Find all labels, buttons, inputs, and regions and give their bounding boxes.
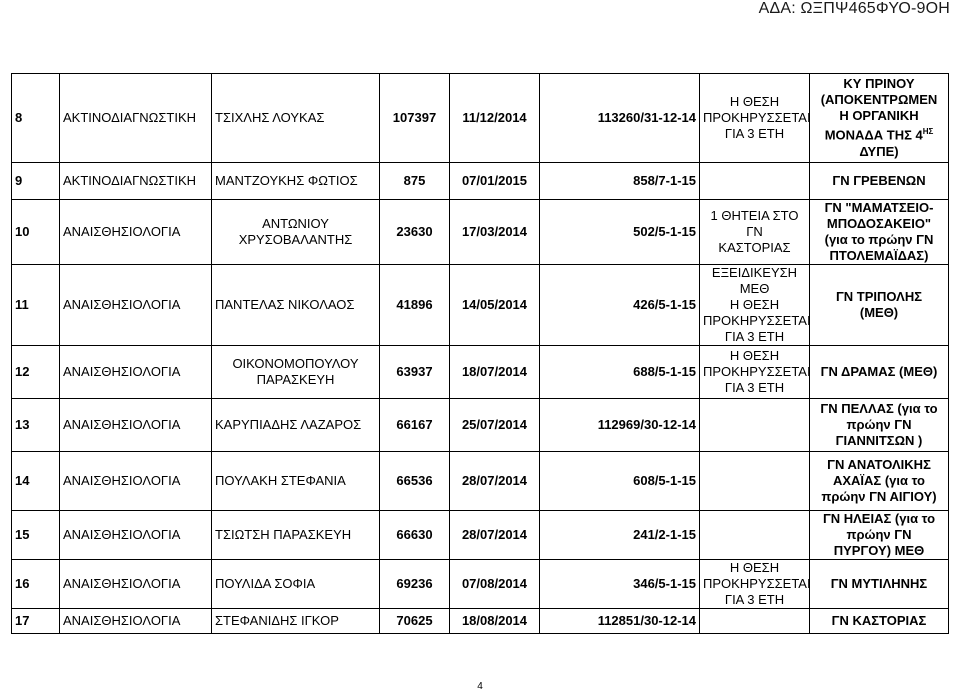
position-note bbox=[700, 609, 810, 634]
position-line: ΠΡΟΚΗΡΥΣΣΕΤΑΙ bbox=[703, 313, 811, 328]
hospital-line: (ΜΕΘ) bbox=[859, 305, 899, 320]
page-number: 4 bbox=[477, 681, 483, 692]
application-date: 18/08/2014 bbox=[450, 609, 540, 634]
doctor-name: ΜΑΝΤΖΟΥΚΗΣ ΦΩΤΙΟΣ bbox=[212, 163, 380, 200]
table-row-14 bbox=[12, 452, 949, 511]
protocol-number: 858/7-1-15 bbox=[540, 163, 700, 200]
protocol-number: 113260/31-12-14 bbox=[540, 74, 700, 163]
hospital-line: ΓΝ ΑΝΑΤΟΛΙΚΗΣ bbox=[827, 457, 931, 472]
protocol-number: 688/5-1-15 bbox=[540, 346, 700, 399]
hospital-line: ΚΥ ΠΡΙΝΟΥ bbox=[843, 76, 915, 92]
protocol-number: 346/5-1-15 bbox=[540, 560, 700, 609]
position-line: ΓΙΑ 3 ΕΤΗ bbox=[724, 380, 785, 395]
hospital bbox=[810, 560, 949, 609]
hospital-line: ΜΠΟΔΟΣΑΚΕΙΟ" bbox=[826, 216, 932, 231]
registry-code: 66167 bbox=[380, 399, 450, 452]
registry-code: 66536 bbox=[380, 452, 450, 511]
hospital-line: πρώην ΓΝ ΑΙΓΙΟΥ) bbox=[821, 489, 937, 504]
doctor-name: ΠΟΥΛΙΔΑ ΣΟΦΙΑ bbox=[212, 560, 380, 609]
hospital bbox=[810, 265, 949, 346]
doctor-name: ΟΙΚΟΝΟΜΟΠΟΥΛΟΥ ΠΑΡΑΣΚΕΥΗ bbox=[212, 346, 380, 399]
row-number: 13 bbox=[12, 399, 60, 452]
row-number: 9 bbox=[12, 163, 60, 200]
table-row-10 bbox=[12, 200, 949, 265]
hospital bbox=[810, 399, 949, 452]
hospital-line: ΑΧΑΪΑΣ (για το bbox=[832, 473, 925, 488]
protocol-number: 241/2-1-15 bbox=[540, 511, 700, 560]
protocol-number: 426/5-1-15 bbox=[540, 265, 700, 346]
hospital-line: Η ΟΡΓΑΝΙΚΗ bbox=[839, 108, 919, 124]
hospital bbox=[810, 609, 949, 634]
hospital-line: ΓΙΑΝΝΙΤΣΩΝ ) bbox=[835, 433, 923, 448]
specialty: ΑΝΑΙΣΘΗΣΙΟΛΟΓΙΑ bbox=[60, 452, 212, 511]
position-line: Η ΘΕΣΗ bbox=[729, 560, 780, 575]
registry-code: 69236 bbox=[380, 560, 450, 609]
row-number: 10 bbox=[12, 200, 60, 265]
doctor-name: ΠΟΥΛΑΚΗ ΣΤΕΦΑΝΙΑ bbox=[212, 452, 380, 511]
hospital bbox=[810, 163, 949, 200]
application-date: 07/01/2015 bbox=[450, 163, 540, 200]
hospital-line: ΓΝ "ΜΑΜΑΤΣΕΙΟ- bbox=[824, 200, 934, 215]
hospital-line: πρώην ΓΝ bbox=[846, 527, 912, 542]
specialty: ΑΝΑΙΣΘΗΣΙΟΛΟΓΙΑ bbox=[60, 346, 212, 399]
table-row-17 bbox=[12, 609, 949, 634]
application-date: 25/07/2014 bbox=[450, 399, 540, 452]
position-note bbox=[700, 265, 810, 346]
specialty: ΑΝΑΙΣΘΗΣΙΟΛΟΓΙΑ bbox=[60, 560, 212, 609]
ada-code: ΑΔΑ: ΩΞΠΨ465ΦΥΟ-9ΟΗ bbox=[758, 0, 950, 17]
position-note bbox=[700, 511, 810, 560]
protocol-number: 112969/30-12-14 bbox=[540, 399, 700, 452]
specialty: ΑΝΑΙΣΘΗΣΙΟΛΟΓΙΑ bbox=[60, 265, 212, 346]
position-line: ΚΑΣΤΟΡΙΑΣ bbox=[718, 240, 791, 255]
hospital-line: ΓΝ ΤΡΙΠΟΛΗΣ bbox=[835, 289, 923, 304]
protocol-number: 112851/30-12-14 bbox=[540, 609, 700, 634]
registry-code: 66630 bbox=[380, 511, 450, 560]
application-date: 07/08/2014 bbox=[450, 560, 540, 609]
hospital-line: (για το πρώην ΓΝ bbox=[824, 232, 934, 247]
position-note bbox=[700, 452, 810, 511]
position-note bbox=[700, 346, 810, 399]
table-row-11 bbox=[12, 265, 949, 346]
position-line: Η ΘΕΣΗ bbox=[729, 94, 780, 109]
table-row-13 bbox=[12, 399, 949, 452]
hospital-line: ΓΝ ΔΡΑΜΑΣ (ΜΕΘ) bbox=[820, 364, 938, 379]
application-date: 14/05/2014 bbox=[450, 265, 540, 346]
specialty: ΑΚΤΙΝΟΔΙΑΓΝΩΣΤΙΚΗ bbox=[60, 163, 212, 200]
row-number: 8 bbox=[12, 74, 60, 163]
hospital-line: ΠΥΡΓΟΥ) ΜΕΘ bbox=[833, 543, 925, 558]
doctor-name: ΤΣΙΧΛΗΣ ΛΟΥΚΑΣ bbox=[212, 74, 380, 163]
position-line: ΕΞΕΙΔΙΚΕΥΣΗ ΜΕΘ bbox=[711, 265, 798, 296]
application-date: 17/03/2014 bbox=[450, 200, 540, 265]
doctor-name: ΑΝΤΩΝΙΟΥ ΧΡΥΣΟΒΑΛΑΝΤΗΣ bbox=[212, 200, 380, 265]
doctor-name: ΤΣΙΩΤΣΗ ΠΑΡΑΣΚΕΥΗ bbox=[212, 511, 380, 560]
hospital-line: ΓΝ ΠΕΛΛΑΣ (για το bbox=[820, 401, 938, 416]
hospital-line: ΓΝ ΜΥΤΙΛΗΝΗΣ bbox=[830, 576, 928, 591]
superscript: ΗΣ bbox=[922, 127, 934, 137]
position-line: ΠΡΟΚΗΡΥΣΣΕΤΑΙ bbox=[703, 110, 811, 125]
table-row-12 bbox=[12, 346, 949, 399]
hospital bbox=[810, 452, 949, 511]
hospital-line: πρώην ΓΝ bbox=[846, 417, 912, 432]
row-number: 11 bbox=[12, 265, 60, 346]
row-number: 12 bbox=[12, 346, 60, 399]
hospital-line: (ΑΠΟΚΕΝΤΡΩΜΕΝ bbox=[820, 92, 938, 108]
protocol-number: 608/5-1-15 bbox=[540, 452, 700, 511]
position-line: ΠΡΟΚΗΡΥΣΣΕΤΑΙ bbox=[703, 576, 811, 591]
application-date: 28/07/2014 bbox=[450, 511, 540, 560]
position-line: Η ΘΕΣΗ bbox=[729, 348, 780, 363]
doctor-name: ΚΑΡΥΠΙΑΔΗΣ ΛΑΖΑΡΟΣ bbox=[212, 399, 380, 452]
application-date: 11/12/2014 bbox=[450, 74, 540, 163]
position-note bbox=[700, 163, 810, 200]
registry-code: 107397 bbox=[380, 74, 450, 163]
hospital-line: ΔΥΠΕ) bbox=[859, 143, 899, 159]
protocol-number: 502/5-1-15 bbox=[540, 200, 700, 265]
table-row-9 bbox=[12, 163, 949, 200]
position-note bbox=[700, 74, 810, 163]
hospital bbox=[810, 200, 949, 265]
position-note bbox=[700, 399, 810, 452]
table-row-8 bbox=[12, 74, 949, 163]
specialty: ΑΝΑΙΣΘΗΣΙΟΛΟΓΙΑ bbox=[60, 511, 212, 560]
row-number: 15 bbox=[12, 511, 60, 560]
hospital-line: ΓΝ ΓΡΕΒΕΝΩΝ bbox=[832, 173, 926, 188]
position-note bbox=[700, 200, 810, 265]
specialty: ΑΝΑΙΣΘΗΣΙΟΛΟΓΙΑ bbox=[60, 399, 212, 452]
registry-code: 23630 bbox=[380, 200, 450, 265]
row-number: 16 bbox=[12, 560, 60, 609]
application-date: 18/07/2014 bbox=[450, 346, 540, 399]
specialty: ΑΝΑΙΣΘΗΣΙΟΛΟΓΙΑ bbox=[60, 609, 212, 634]
table-row-16 bbox=[12, 560, 949, 609]
position-line: 1 ΘΗΤΕΙΑ ΣΤΟ ΓΝ bbox=[710, 208, 799, 239]
registry-code: 875 bbox=[380, 163, 450, 200]
candidates-table bbox=[11, 73, 949, 634]
specialty: ΑΚΤΙΝΟΔΙΑΓΝΩΣΤΙΚΗ bbox=[60, 74, 212, 163]
position-line: ΓΙΑ 3 ΕΤΗ bbox=[724, 126, 785, 141]
hospital-line-text: ΜΟΝΑΔΑ ΤΗΣ 4 bbox=[824, 127, 923, 143]
hospital bbox=[810, 74, 949, 163]
hospital bbox=[810, 346, 949, 399]
table-row-15 bbox=[12, 511, 949, 560]
position-line: Η ΘΕΣΗ bbox=[729, 297, 780, 312]
registry-code: 70625 bbox=[380, 609, 450, 634]
doctor-name: ΣΤΕΦΑΝΙΔΗΣ ΙΓΚΟΡ bbox=[212, 609, 380, 634]
application-date: 28/07/2014 bbox=[450, 452, 540, 511]
registry-code: 63937 bbox=[380, 346, 450, 399]
doctor-name: ΠΑΝΤΕΛΑΣ ΝΙΚΟΛΑΟΣ bbox=[212, 265, 380, 346]
position-line: ΠΡΟΚΗΡΥΣΣΕΤΑΙ bbox=[703, 364, 811, 379]
hospital-line: ΓΝ ΗΛΕΙΑΣ (για το bbox=[822, 511, 936, 526]
hospital-line: ΠΤΟΛΕΜΑΪΔΑΣ) bbox=[829, 248, 929, 263]
hospital-line bbox=[813, 124, 945, 143]
row-number: 14 bbox=[12, 452, 60, 511]
position-note bbox=[700, 560, 810, 609]
specialty: ΑΝΑΙΣΘΗΣΙΟΛΟΓΙΑ bbox=[60, 200, 212, 265]
position-line: ΓΙΑ 3 ΕΤΗ bbox=[724, 592, 785, 607]
registry-code: 41896 bbox=[380, 265, 450, 346]
hospital bbox=[810, 511, 949, 560]
position-line: ΓΙΑ 3 ΕΤΗ bbox=[724, 329, 785, 344]
row-number: 17 bbox=[12, 609, 60, 634]
hospital-line: ΓΝ ΚΑΣΤΟΡΙΑΣ bbox=[831, 613, 927, 628]
